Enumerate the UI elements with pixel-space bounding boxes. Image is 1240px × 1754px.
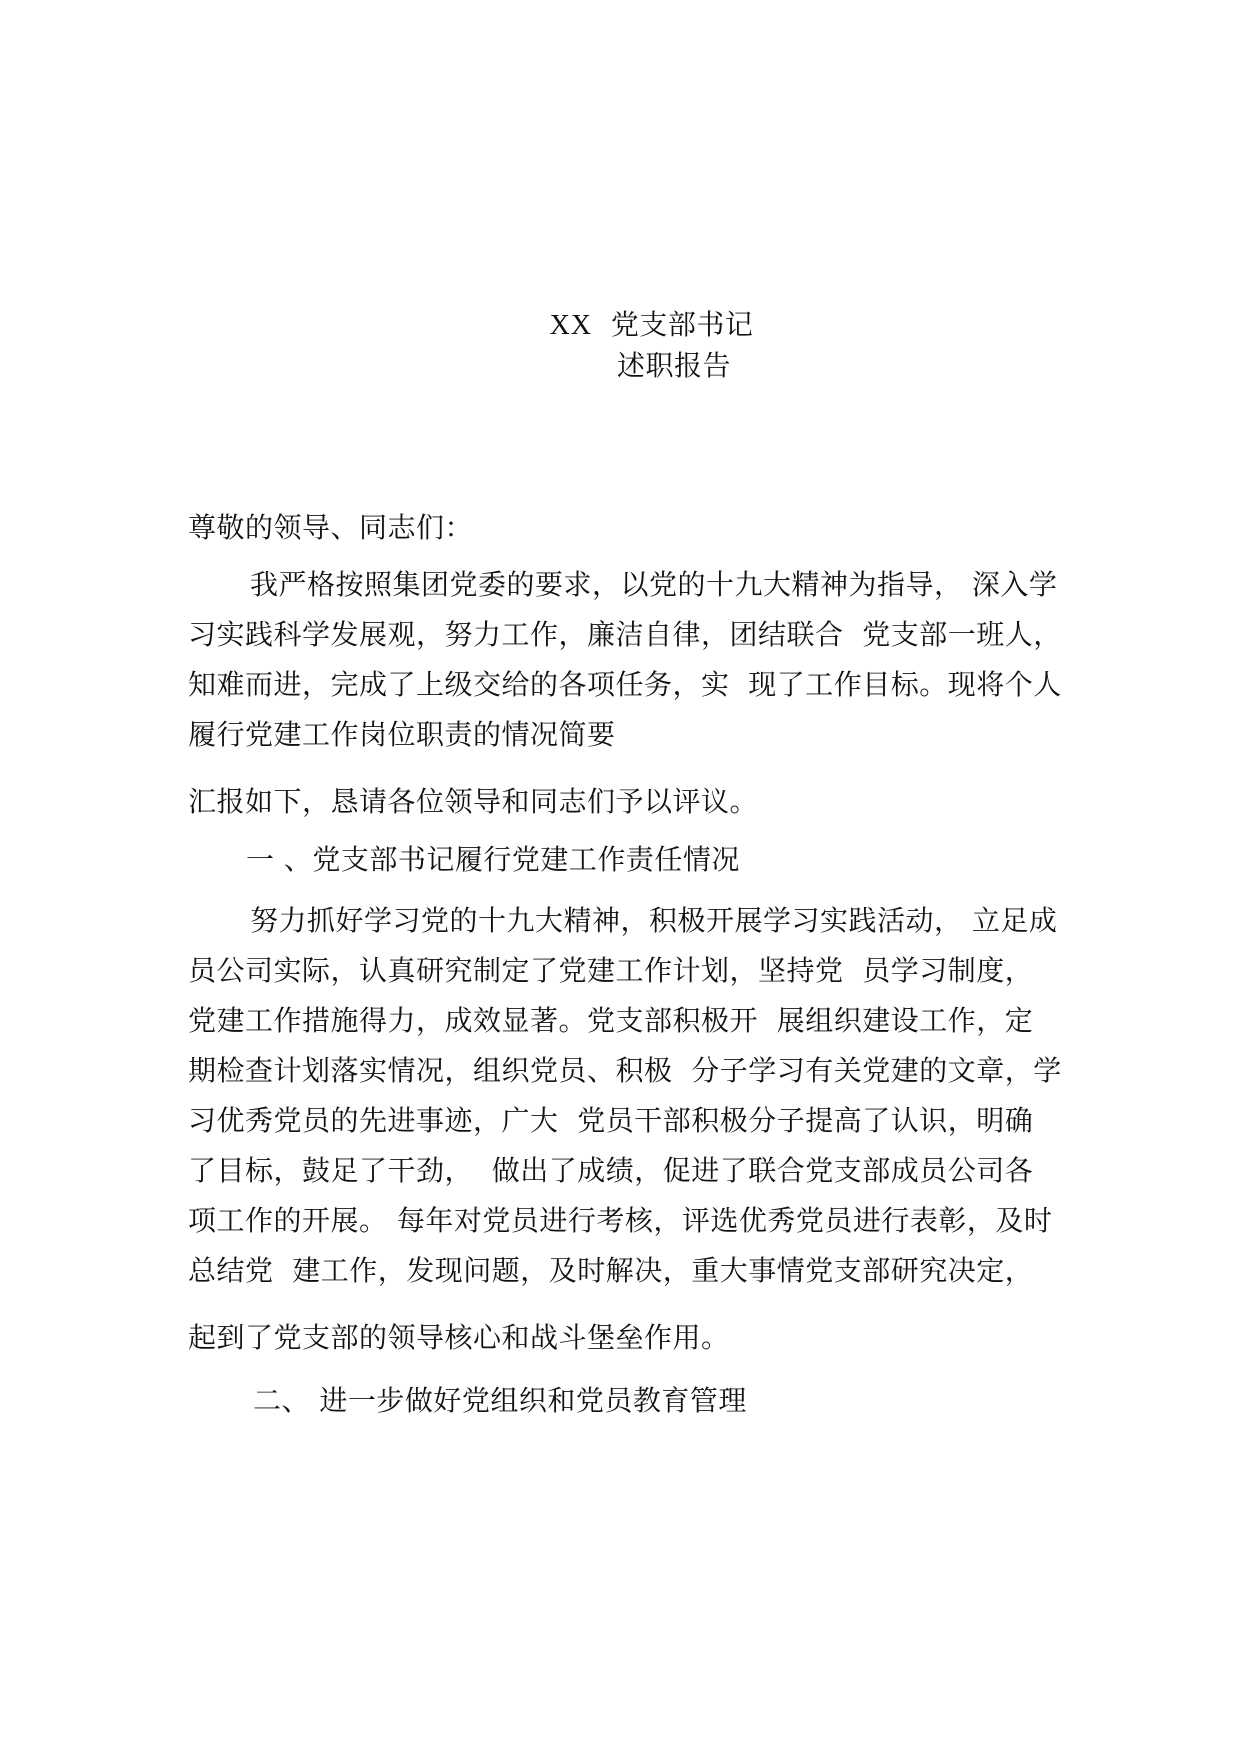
title-main: 党支部书记 xyxy=(610,308,754,341)
paragraph2-line: 习优秀党员的先进事迹，广大 党员干部积极分子提高了认识，明确 xyxy=(188,1104,1034,1137)
paragraph2-line: 起到了党支部的领导核心和战斗堡垒作用。 xyxy=(188,1321,730,1354)
document-subtitle: 述职报告 xyxy=(617,349,732,382)
paragraph2-line: 党建工作措施得力，成效显著。党支部积极开 展组织建设工作，定 xyxy=(188,1004,1034,1037)
paragraph1-line: 汇报如下，恳请各位领导和同志们予以评议。 xyxy=(188,785,759,818)
section1-heading: 一 、党支部书记履行党建工作责任情况 xyxy=(246,843,740,876)
paragraph2-line: 员公司实际，认真研究制定了党建工作计划，坚持党 员学习制度， xyxy=(188,954,1034,987)
paragraph1-line: 履行党建工作岗位职责的情况简要 xyxy=(188,718,616,751)
paragraph2-line: 总结党 建工作，发现问题，及时解决，重大事情党支部研究决定， xyxy=(188,1254,1034,1287)
paragraph1-line: 知难而进，完成了上级交给的各项任务，实 现了工作目标。现将个人 xyxy=(188,668,1062,701)
paragraph2-line: 期检查计划落实情况，组织党员、积极 分子学习有关党建的文章，学 xyxy=(188,1054,1062,1087)
salutation: 尊敬的领导、同志们： xyxy=(188,511,474,544)
paragraph2-line: 努力抓好学习党的十九大精神，积极开展学习实践活动， 立足成 xyxy=(250,904,1058,937)
paragraph2-line: 项工作的开展。 每年对党员进行考核，评选优秀党员进行表彰，及时 xyxy=(188,1204,1053,1237)
title-prefix: XX xyxy=(549,310,593,341)
paragraph1-line: 我严格按照集团党委的要求，以党的十九大精神为指导， 深入学 xyxy=(250,568,1058,601)
section2-heading: 二、 进一步做好党组织和党员教育管理 xyxy=(253,1384,747,1417)
paragraph1-line: 习实践科学发展观，努力工作，廉洁自律，团结联合 党支部一班人， xyxy=(188,618,1062,651)
paragraph2-line: 了目标，鼓足了干劲， 做出了成绩，促进了联合党支部成员公司各 xyxy=(188,1154,1034,1187)
